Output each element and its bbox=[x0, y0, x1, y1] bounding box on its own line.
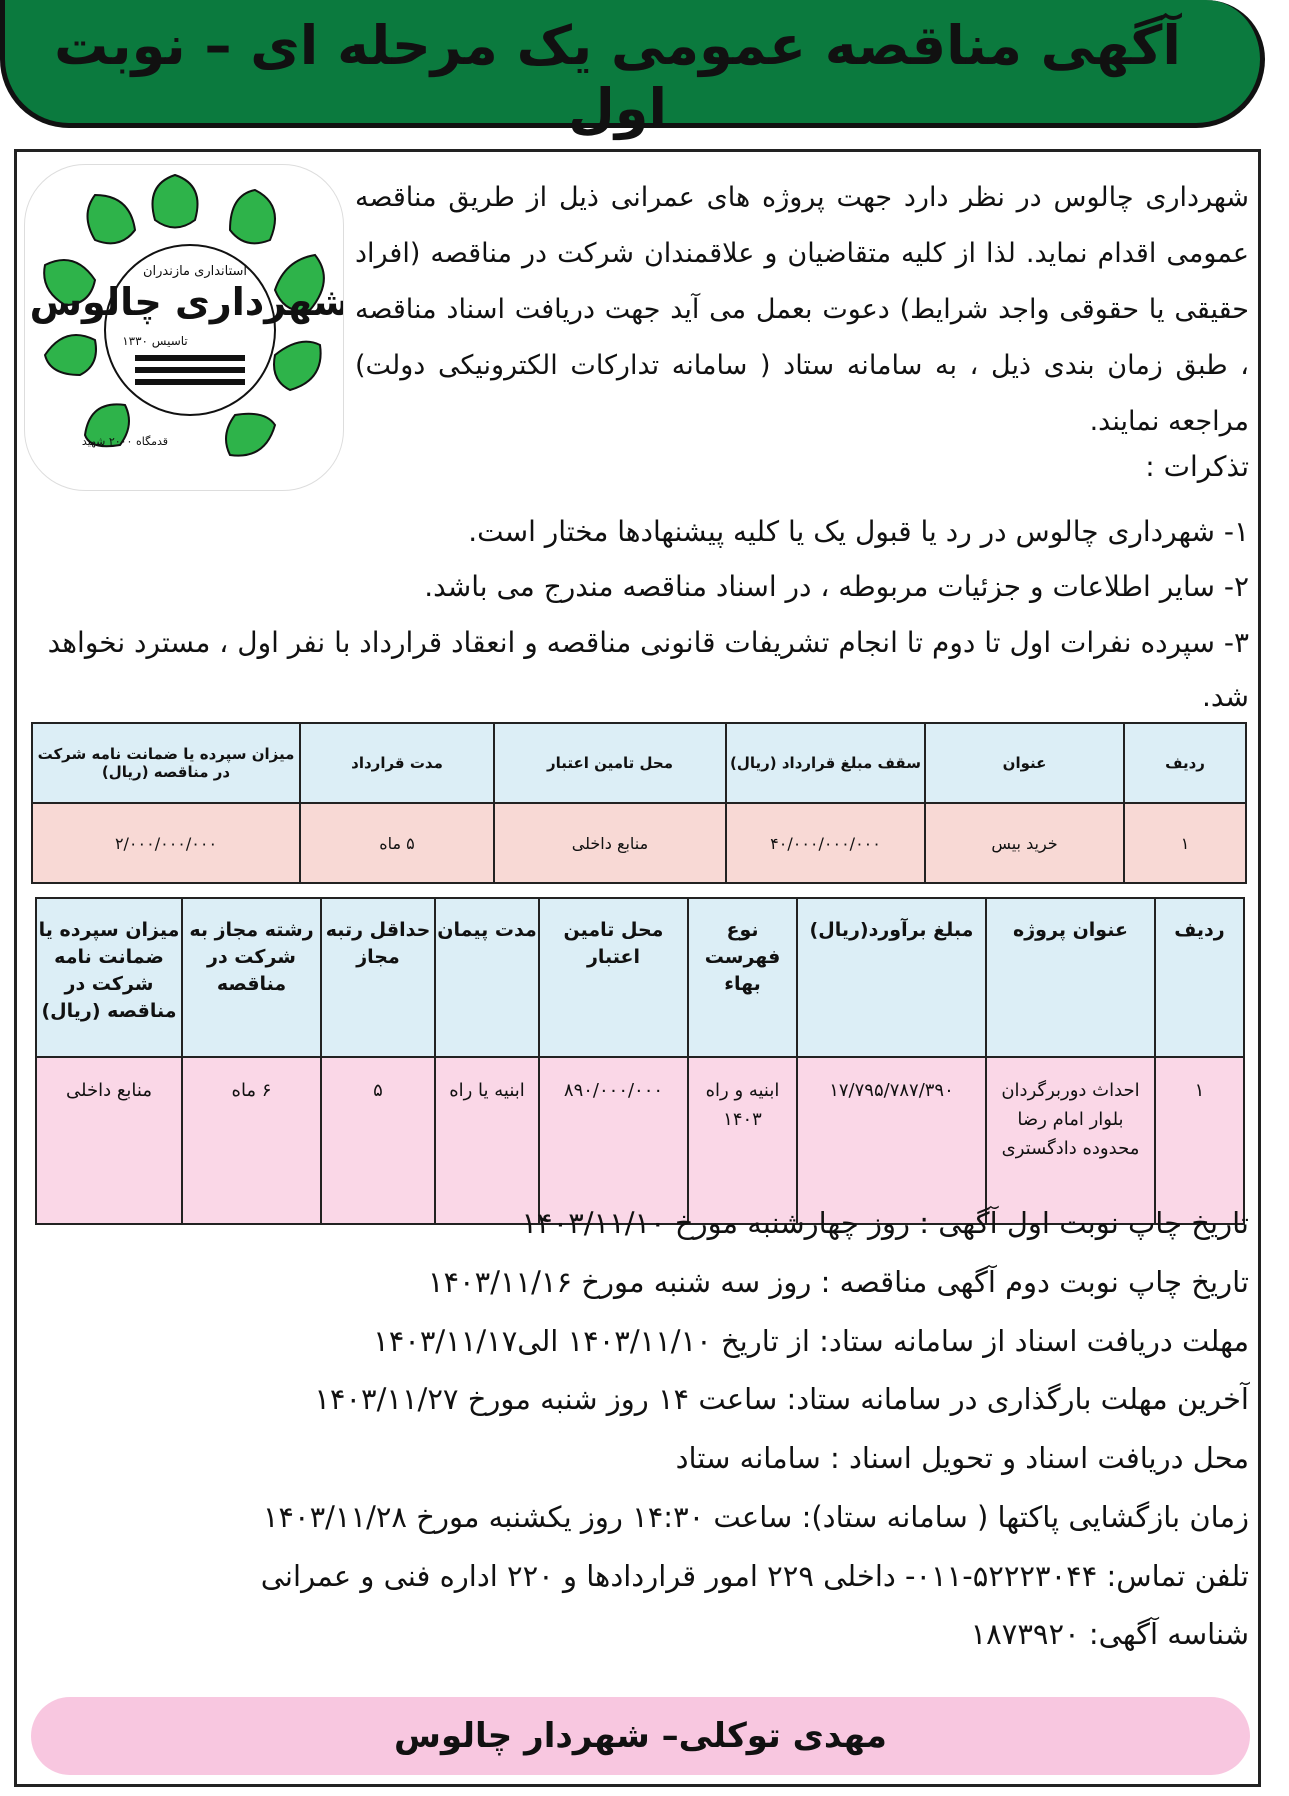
info-line: آخرین مهلت بارگذاری در سامانه ستاد: ساعت ۱۴ روز شنبه مورخ ۱۴۰۳/۱۱/۲۷ bbox=[314, 1382, 1249, 1416]
logo-main-text: شهرداری چالوس bbox=[29, 280, 343, 324]
table-cell: ۵ ماه bbox=[300, 803, 494, 883]
info-line: تاریخ چاپ نوبت دوم آگهی مناقصه : روز سه شنبه مورخ ۱۴۰۳/۱۱/۱۶ bbox=[427, 1265, 1249, 1299]
table-header-cell: میزان سپرده یا ضمانت نامه شرکت در مناقصه (ریال) bbox=[32, 723, 300, 803]
note-item: ۲- سایر اطلاعات و جزئیات مربوطه ، در اسناد مناقصه مندرج می باشد. bbox=[424, 570, 1249, 603]
signature-footer: مهدی توکلی– شهردار چالوس bbox=[31, 1697, 1250, 1775]
header-banner bbox=[0, 0, 1265, 140]
notes-title: تذکرات : bbox=[1145, 450, 1249, 483]
table-header-row bbox=[36, 898, 1244, 1057]
table-row bbox=[32, 803, 1246, 883]
logo-seal-text: قدمگاه ۲۰۰۰ شهید bbox=[81, 435, 169, 448]
page-title: آگهی مناقصه عمومی یک مرحله ای – نوبت اول bbox=[54, 14, 1181, 140]
municipality-logo-icon bbox=[25, 165, 343, 490]
table-cell: ۸۹۰/۰۰۰/۰۰۰ bbox=[539, 1057, 688, 1224]
table-header-cell: سقف مبلغ قرارداد (ریال) bbox=[726, 723, 925, 803]
info-line: زمان بازگشایی پاکتها ( سامانه ستاد): ساعت ۱۴:۳۰ روز یکشنبه مورخ ۱۴۰۳/۱۱/۲۸ bbox=[262, 1500, 1249, 1534]
table-cell: خرید بیس bbox=[925, 803, 1124, 883]
purchase-table bbox=[31, 722, 1247, 884]
info-line: تاریخ چاپ نوبت اول آگهی : روز چهارشنبه مورخ ۱۴۰۳/۱۱/۱۰ bbox=[521, 1206, 1249, 1240]
table-header-cell: محل تامین اعتبار bbox=[539, 898, 688, 1057]
table-header-cell: میزان سپرده یا ضمانت نامه شرکت در مناقصه (ریال) bbox=[36, 898, 182, 1057]
table-header-cell: مبلغ برآورد(ریال) bbox=[797, 898, 986, 1057]
note-item: ۱- شهرداری چالوس در رد یا قبول یک یا کلیه پیشنهادها مختار است. bbox=[468, 515, 1249, 548]
info-line: شناسه آگهی: ۱۸۷۳۹۲۰ bbox=[970, 1617, 1249, 1651]
info-line: مهلت دریافت اسناد از سامانه ستاد: از تاریخ ۱۴۰۳/۱۱/۱۰ الی۱۴۰۳/۱۱/۱۷ bbox=[373, 1324, 1249, 1358]
table-header-cell: محل تامین اعتبار bbox=[494, 723, 726, 803]
info-line: محل دریافت اسناد و تحویل اسناد : سامانه ستاد bbox=[675, 1441, 1249, 1475]
table-header-cell: عنوان پروژه bbox=[986, 898, 1155, 1057]
table-cell: ۵ bbox=[321, 1057, 435, 1224]
table-cell: ۴۰/۰۰۰/۰۰۰/۰۰۰ bbox=[726, 803, 925, 883]
intro-paragraph: شهرداری چالوس در نظر دارد جهت پروژه های عمرانی ذیل از طریق مناقصه عمومی اقدام نماید. لذا از کلیه متقاضیان و علاقمندان شرکت در مناقصه (افراد حقیقی یا حقوقی واجد شرایط) دعوت بعمل می آید جهت دریافت اسناد مناقصه ، طبق زمان بندی ذیل ، به سامانه ستاد ( سامانه تدارکات الکترونیکی دولت) مراجعه نمایند. bbox=[355, 182, 1249, 437]
municipality-logo bbox=[25, 165, 343, 490]
table-cell: ۱۷/۷۹۵/۷۸۷/۳۹۰ bbox=[797, 1057, 986, 1224]
table-cell: منابع داخلی bbox=[36, 1057, 182, 1224]
table-cell: ۱ bbox=[1155, 1057, 1244, 1224]
table-cell: منابع داخلی bbox=[494, 803, 726, 883]
table-row bbox=[36, 1057, 1244, 1224]
table-header-cell: عنوان bbox=[925, 723, 1124, 803]
table-header-cell: نوع فهرست بهاء bbox=[688, 898, 797, 1057]
logo-founded-text: تاسیس ۱۳۳۰ bbox=[122, 334, 188, 348]
project-table bbox=[35, 897, 1245, 1225]
table-cell: ۶ ماه bbox=[182, 1057, 321, 1224]
table-header-cell: ردیف bbox=[1155, 898, 1244, 1057]
logo-province-text: استانداری مازندران bbox=[142, 264, 248, 279]
table-header-cell: مدت پیمان bbox=[435, 898, 539, 1057]
table-cell: ۱ bbox=[1124, 803, 1246, 883]
table-cell: ابنیه و راه ۱۴۰۳ bbox=[688, 1057, 797, 1224]
info-line: تلفن تماس: ۵۲۲۲۳۰۴۴-۰۱۱- داخلی ۲۲۹ امور قراردادها و ۲۲۰ اداره فنی و عمرانی bbox=[260, 1559, 1249, 1593]
table-cell: ابنیه یا راه bbox=[435, 1057, 539, 1224]
table-header-cell: حداقل رتبه مجاز bbox=[321, 898, 435, 1057]
table-header-cell: ردیف bbox=[1124, 723, 1246, 803]
table-cell: احداث دوربرگردان بلوار امام رضا محدوده دادگستری bbox=[986, 1057, 1155, 1224]
table-cell: ۲/۰۰۰/۰۰۰/۰۰۰ bbox=[32, 803, 300, 883]
table-header-row bbox=[32, 723, 1246, 803]
table-header-cell: مدت قرارداد bbox=[300, 723, 494, 803]
note-item: ۳- سپرده نفرات اول تا دوم تا انجام تشریفات قانونی مناقصه و انعقاد قرارداد با نفر اول ، مسترد نخواهد شد. bbox=[47, 626, 1249, 713]
table-header-cell: رشته مجاز به شرکت در مناقصه bbox=[182, 898, 321, 1057]
